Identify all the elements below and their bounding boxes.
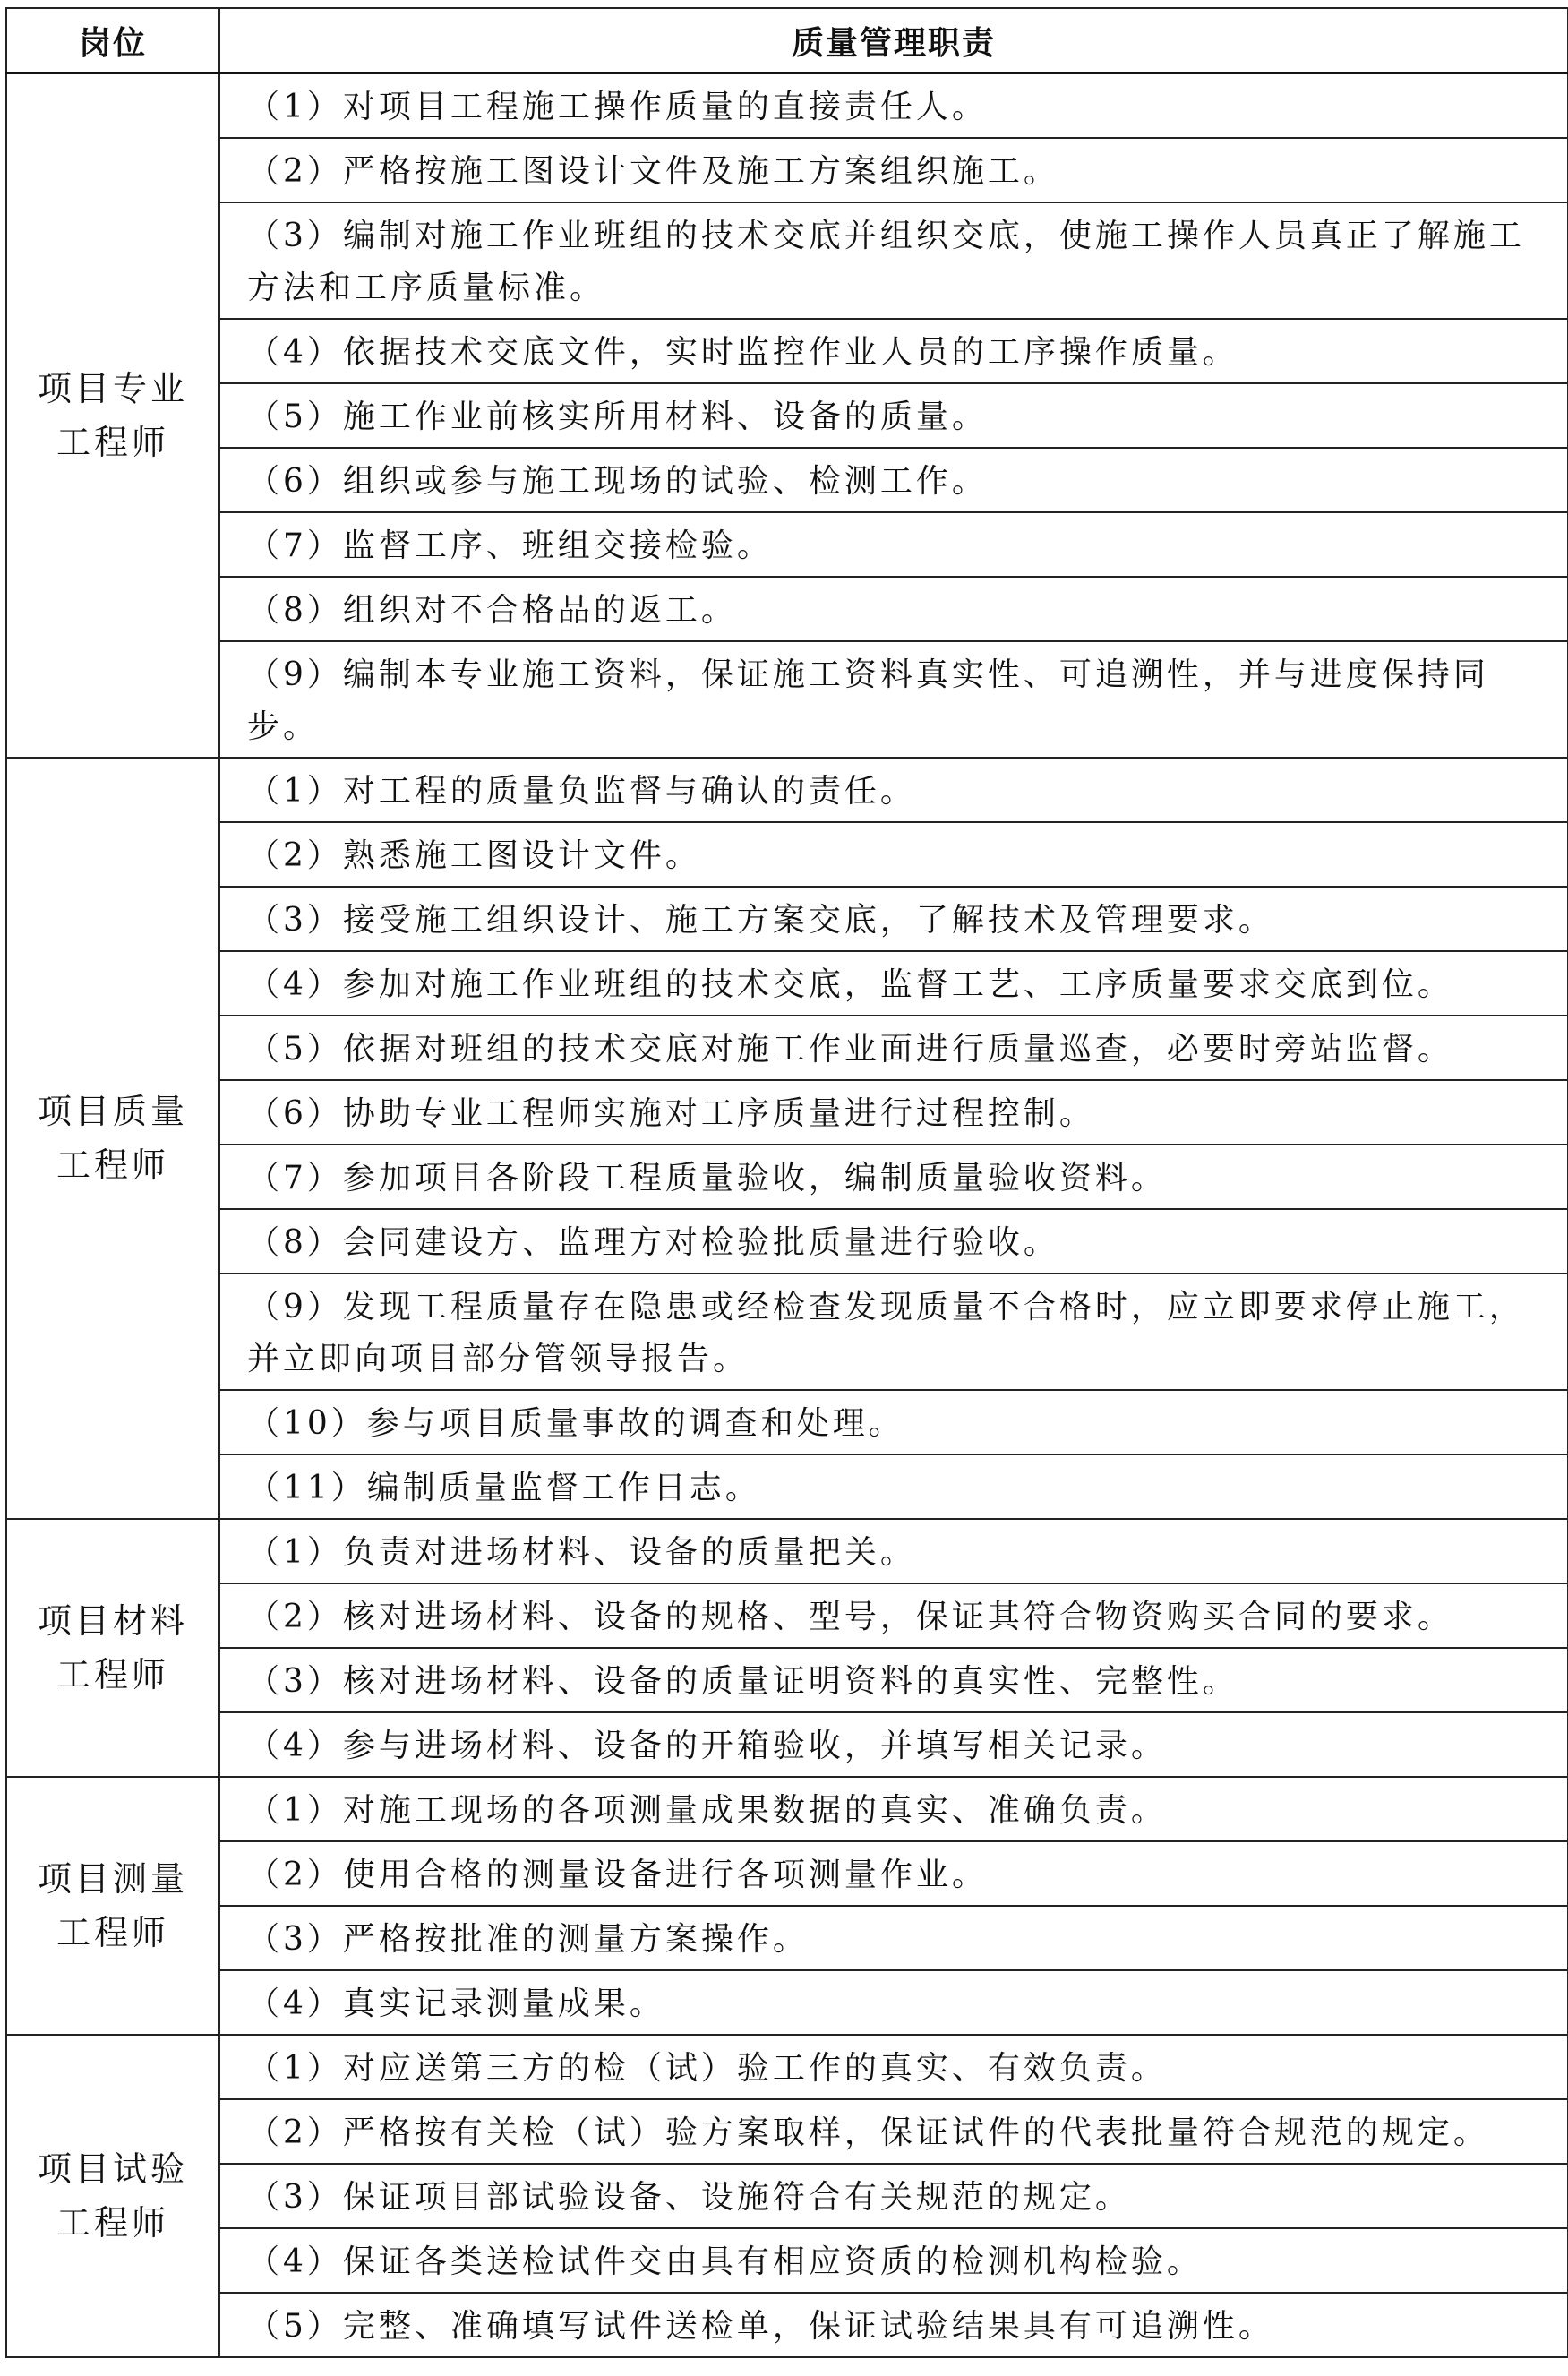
role-line-1: 项目材料 <box>37 1601 188 1641</box>
duty-cell: （4）依据技术交底文件，实时监控作业人员的工序操作质量。 <box>219 319 1568 383</box>
duty-cell: （3）核对进场材料、设备的质量证明资料的真实性、完整性。 <box>219 1648 1568 1712</box>
table-row <box>6 73 1568 139</box>
role-cell-survey-engineer <box>6 1777 219 2035</box>
duty-cell: （8）组织对不合格品的返工。 <box>219 577 1568 641</box>
table-row <box>6 319 1568 383</box>
table-row <box>6 2035 1568 2099</box>
duty-cell: （3）保证项目部试验设备、设施符合有关规范的规定。 <box>219 2164 1568 2228</box>
duty-cell: （3）编制对施工作业班组的技术交底并组织交底，使施工操作人员真正了解施工方法和工序质量标准。 <box>219 202 1568 319</box>
table-row <box>6 2293 1568 2357</box>
table-row <box>6 138 1568 202</box>
role-cell-quality-engineer <box>6 758 219 1519</box>
duty-cell: （1）对应送第三方的检（试）验工作的真实、有效负责。 <box>219 2035 1568 2099</box>
role-line-1: 项目测量 <box>37 1859 188 1899</box>
table-row <box>6 2099 1568 2164</box>
duty-cell: （2）严格按有关检（试）验方案取样，保证试件的代表批量符合规范的规定。 <box>219 2099 1568 2164</box>
header-duties: 质量管理职责 <box>219 8 1568 73</box>
role-line-1: 项目专业 <box>37 369 188 408</box>
role-line-2: 工程师 <box>56 1913 169 1952</box>
role-line-1: 项目试验 <box>37 2149 188 2189</box>
duty-cell: （6）协助专业工程师实施对工序质量进行过程控制。 <box>219 1080 1568 1145</box>
table-row <box>6 448 1568 512</box>
table-row <box>6 383 1568 448</box>
duty-cell: （3）严格按批准的测量方案操作。 <box>219 1906 1568 1970</box>
table-body <box>6 73 1568 2358</box>
duty-cell: （2）核对进场材料、设备的规格、型号，保证其符合物资购买合同的要求。 <box>219 1583 1568 1648</box>
duty-cell: （5）施工作业前核实所用材料、设备的质量。 <box>219 383 1568 448</box>
table-row <box>6 641 1568 758</box>
table-row <box>6 1454 1568 1519</box>
duty-cell: （4）真实记录测量成果。 <box>219 1970 1568 2035</box>
duties-table-wrapper <box>5 7 1567 2358</box>
table-row <box>6 1648 1568 1712</box>
duty-cell: （11）编制质量监督工作日志。 <box>219 1454 1568 1519</box>
table-row <box>6 1145 1568 1209</box>
table-row <box>6 1906 1568 1970</box>
table-row <box>6 1712 1568 1777</box>
table-row <box>6 1390 1568 1454</box>
table-row <box>6 1583 1568 1648</box>
role-line-1: 项目质量 <box>37 1092 188 1131</box>
role-line-2: 工程师 <box>56 1145 169 1185</box>
role-line-2: 工程师 <box>56 1655 169 1694</box>
table-row <box>6 577 1568 641</box>
duty-cell: （8）会同建设方、监理方对检验批质量进行验收。 <box>219 1209 1568 1274</box>
table-row <box>6 512 1568 577</box>
table-row <box>6 2228 1568 2293</box>
duty-cell: （5）依据对班组的技术交底对施工作业面进行质量巡查，必要时旁站监督。 <box>219 1016 1568 1080</box>
table-row <box>6 1274 1568 1390</box>
table-row <box>6 1519 1568 1583</box>
table-row <box>6 822 1568 887</box>
duty-cell: （2）严格按施工图设计文件及施工方案组织施工。 <box>219 138 1568 202</box>
duty-cell: （1）对工程的质量负监督与确认的责任。 <box>219 758 1568 822</box>
role-cell-materials-engineer <box>6 1519 219 1777</box>
duty-cell: （1）负责对进场材料、设备的质量把关。 <box>219 1519 1568 1583</box>
table-row <box>6 1841 1568 1906</box>
duty-cell: （5）完整、准确填写试件送检单，保证试验结果具有可追溯性。 <box>219 2293 1568 2357</box>
duty-cell: （1）对施工现场的各项测量成果数据的真实、准确负责。 <box>219 1777 1568 1841</box>
role-cell-specialty-engineer <box>6 73 219 759</box>
role-cell-testing-engineer <box>6 2035 219 2357</box>
duty-cell: （2）熟悉施工图设计文件。 <box>219 822 1568 887</box>
duty-cell: （4）保证各类送检试件交由具有相应资质的检测机构检验。 <box>219 2228 1568 2293</box>
table-row <box>6 758 1568 822</box>
duty-cell: （7）监督工序、班组交接检验。 <box>219 512 1568 577</box>
duty-cell: （9）编制本专业施工资料，保证施工资料真实性、可追溯性，并与进度保持同步。 <box>219 641 1568 758</box>
table-row <box>6 1080 1568 1145</box>
role-line-2: 工程师 <box>56 2203 169 2243</box>
table-row <box>6 887 1568 951</box>
table-row <box>6 202 1568 319</box>
header-role: 岗位 <box>6 8 219 73</box>
duty-cell: （1）对项目工程施工操作质量的直接责任人。 <box>219 73 1568 139</box>
table-row <box>6 1209 1568 1274</box>
table-row <box>6 1016 1568 1080</box>
duty-cell: （10）参与项目质量事故的调查和处理。 <box>219 1390 1568 1454</box>
role-line-2: 工程师 <box>56 423 169 462</box>
duty-cell: （7）参加项目各阶段工程质量验收，编制质量验收资料。 <box>219 1145 1568 1209</box>
table-row <box>6 1777 1568 1841</box>
duty-cell: （9）发现工程质量存在隐患或经检查发现质量不合格时，应立即要求停止施工，并立即向项目部分管领导报告。 <box>219 1274 1568 1390</box>
quality-duties-table <box>5 7 1568 2358</box>
duty-cell: （4）参加对施工作业班组的技术交底，监督工艺、工序质量要求交底到位。 <box>219 951 1568 1016</box>
table-row <box>6 2164 1568 2228</box>
duty-cell: （3）接受施工组织设计、施工方案交底，了解技术及管理要求。 <box>219 887 1568 951</box>
duty-cell: （6）组织或参与施工现场的试验、检测工作。 <box>219 448 1568 512</box>
duty-cell: （2）使用合格的测量设备进行各项测量作业。 <box>219 1841 1568 1906</box>
duty-cell: （4）参与进场材料、设备的开箱验收，并填写相关记录。 <box>219 1712 1568 1777</box>
table-row <box>6 951 1568 1016</box>
table-row <box>6 1970 1568 2035</box>
table-header-row <box>6 8 1568 73</box>
